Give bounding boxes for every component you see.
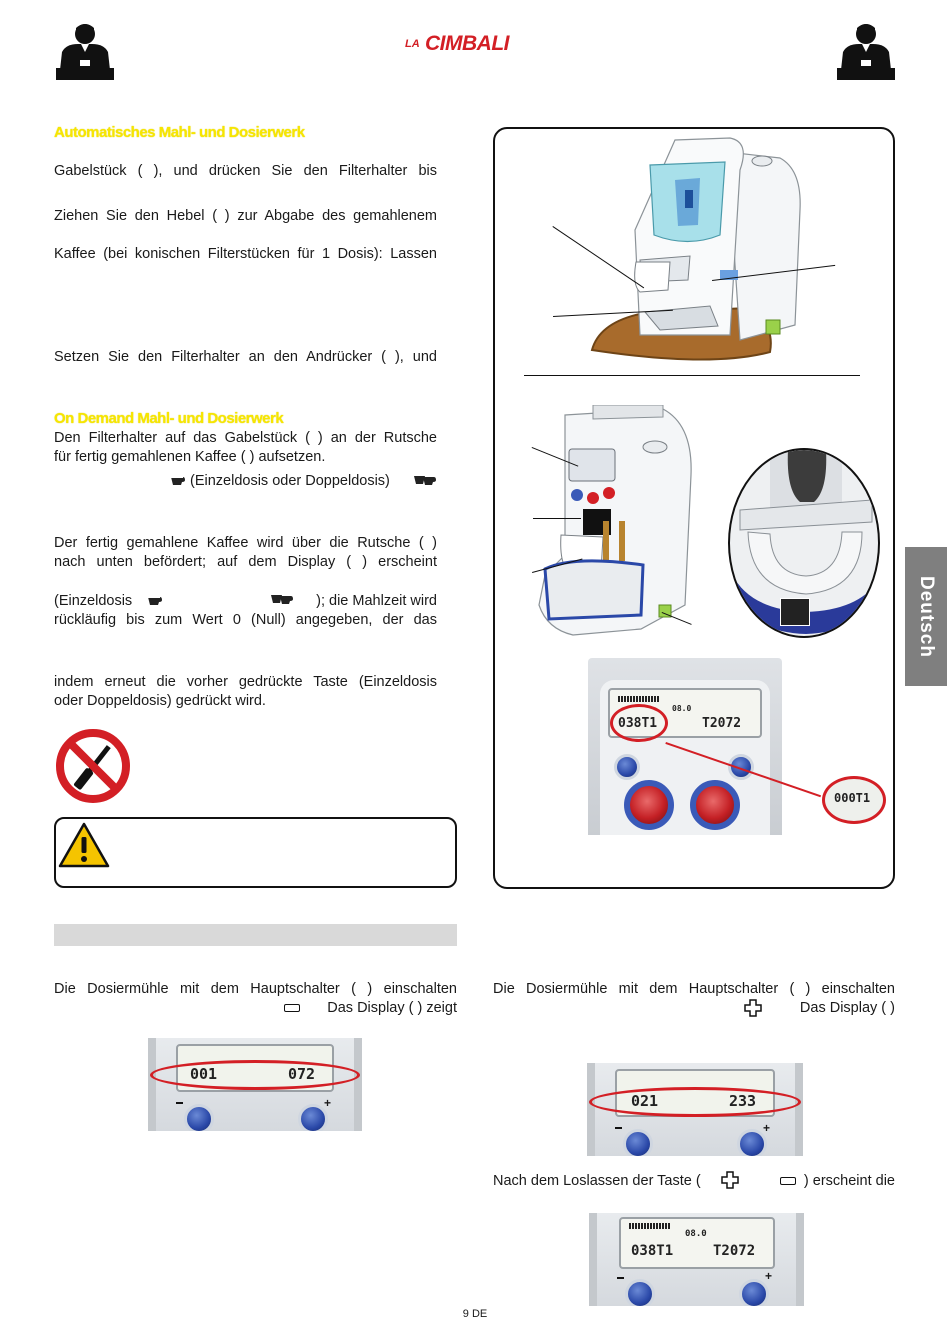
minus-icon xyxy=(284,1004,300,1012)
zoom-lcd-value: 000T1 xyxy=(834,791,871,805)
paragraph-6: (Einzeldosis oder Doppeldosis) xyxy=(190,473,390,489)
highlight-ellipse xyxy=(589,1087,801,1117)
no-tools-icon xyxy=(54,727,132,805)
minus-button[interactable] xyxy=(625,1279,655,1306)
callout-line xyxy=(533,518,581,519)
lcd-right-value: 072 xyxy=(288,1065,316,1083)
double-dose-icon xyxy=(413,474,437,487)
plus-symbol: + xyxy=(324,1096,332,1110)
single-dose-icon xyxy=(147,594,163,606)
lcd-top-value: 08.0 xyxy=(685,1229,707,1239)
lcd-top-value: 08.0 xyxy=(672,704,692,713)
lcd-right-value: 233 xyxy=(729,1092,757,1110)
paragraph-11-line-1: Die Dosiermühle mit dem Hauptschalter ( ) einschalten xyxy=(493,981,895,997)
brand-prefix: LA xyxy=(405,38,420,50)
control-panel-image xyxy=(588,658,782,835)
single-dose-icon xyxy=(170,474,186,486)
paragraph-9-line-1: indem erneut die vorher gedrückte Taste (Einzeldosis xyxy=(54,674,437,690)
paragraph-2: Ziehen Sie den Hebel ( ) zur Abgabe des gemahlenem xyxy=(54,208,437,224)
lcd-left-value: 021 xyxy=(631,1092,659,1110)
paragraph-12-part-a: Nach dem Loslassen der Taste ( xyxy=(493,1173,701,1189)
double-dose-icon xyxy=(270,593,294,606)
paragraph-8-line-2: rückläufig bis zum Wert 0 (Null) angegeben, der das xyxy=(54,612,437,628)
warning-box xyxy=(54,817,457,888)
minus-icon xyxy=(780,1177,796,1185)
paragraph-8-part-a: (Einzeldosis xyxy=(54,593,133,609)
brand-logo xyxy=(405,30,550,60)
plus-symbol: + xyxy=(763,1121,771,1135)
paragraph-11-line-2: Das Display ( ) xyxy=(799,1000,895,1016)
paragraph-5-line-1: Den Filterhalter auf das Gabelstück ( ) an der Rutsche xyxy=(54,430,437,446)
paragraph-12-part-b: ) erscheint die xyxy=(803,1173,895,1189)
highlight-ellipse xyxy=(150,1060,360,1090)
minus-symbol xyxy=(615,1127,622,1129)
paragraph-10-line-2: Das Display ( ) zeigt xyxy=(327,1000,457,1016)
lcd-bar xyxy=(618,696,660,702)
highlight-circle xyxy=(610,704,668,742)
plus-button[interactable] xyxy=(739,1279,769,1306)
grinder-illustration-1 xyxy=(590,130,805,365)
display-image-2 xyxy=(587,1063,803,1156)
paragraph-9-line-2: oder Doppeldosis) gedrückt wird. xyxy=(54,693,266,709)
lcd-bar xyxy=(629,1223,671,1229)
lcd-right-value: T2072 xyxy=(702,716,742,731)
barista-icon-left xyxy=(54,22,116,80)
zoom-detail-circle xyxy=(728,448,880,638)
warning-icon xyxy=(58,821,110,869)
minus-button[interactable] xyxy=(623,1129,653,1156)
minus-button[interactable] xyxy=(184,1104,214,1131)
minus-symbol xyxy=(176,1102,183,1104)
paragraph-10-line-1: Die Dosiermühle mit dem Hauptschalter ( ) einschalten xyxy=(54,981,457,997)
display-image-3 xyxy=(589,1213,804,1306)
language-tab[interactable] xyxy=(905,547,947,686)
paragraph-3: Kaffee (bei konischen Filterstücken für 1 Dosis): Lassen xyxy=(54,246,437,262)
plus-symbol: + xyxy=(765,1269,773,1283)
paragraph-7-line-1: Der fertig gemahlene Kaffee wird über die Rutsche ( ) xyxy=(54,535,437,551)
plus-outline-icon xyxy=(744,999,762,1017)
figure-divider xyxy=(524,375,860,376)
brand-name: CIMBALI xyxy=(425,32,509,55)
minus-symbol xyxy=(617,1277,624,1279)
paragraph-1: Gabelstück ( ), und drücken Sie den Filterhalter bis xyxy=(54,163,437,179)
minus-button[interactable] xyxy=(614,754,640,780)
paragraph-4: Setzen Sie den Filterhalter an den Andrücker ( ), und xyxy=(54,349,437,365)
section-divider-bar xyxy=(54,924,457,946)
label-box xyxy=(780,598,810,626)
single-dose-button[interactable] xyxy=(624,780,674,830)
barista-icon-right xyxy=(835,22,897,80)
lcd-left-value: 038T1 xyxy=(618,716,658,731)
plus-outline-icon xyxy=(721,1171,739,1189)
lcd-left-value: 001 xyxy=(190,1065,218,1083)
paragraph-7-line-2: nach unten befördert; auf dem Display ( ) erscheint xyxy=(54,554,437,570)
display-image-1 xyxy=(148,1038,362,1131)
section-heading-on-demand: On Demand Mahl- und Dosierwerk xyxy=(54,410,284,427)
paragraph-5-line-2: für fertig gemahlenen Kaffee ( ) aufsetzen. xyxy=(54,449,326,465)
lcd-left-value: 038T1 xyxy=(631,1243,674,1259)
section-heading-automatic: Automatisches Mahl- und Dosierwerk xyxy=(54,124,305,141)
grinder-illustration-2 xyxy=(533,405,703,650)
language-tab-label: Deutsch xyxy=(916,575,937,658)
lcd-right-value: T2072 xyxy=(713,1243,756,1259)
paragraph-8-part-b: ); die Mahlzeit wird xyxy=(316,593,437,609)
double-dose-button[interactable] xyxy=(690,780,740,830)
page-number: 9 DE xyxy=(462,1308,488,1320)
